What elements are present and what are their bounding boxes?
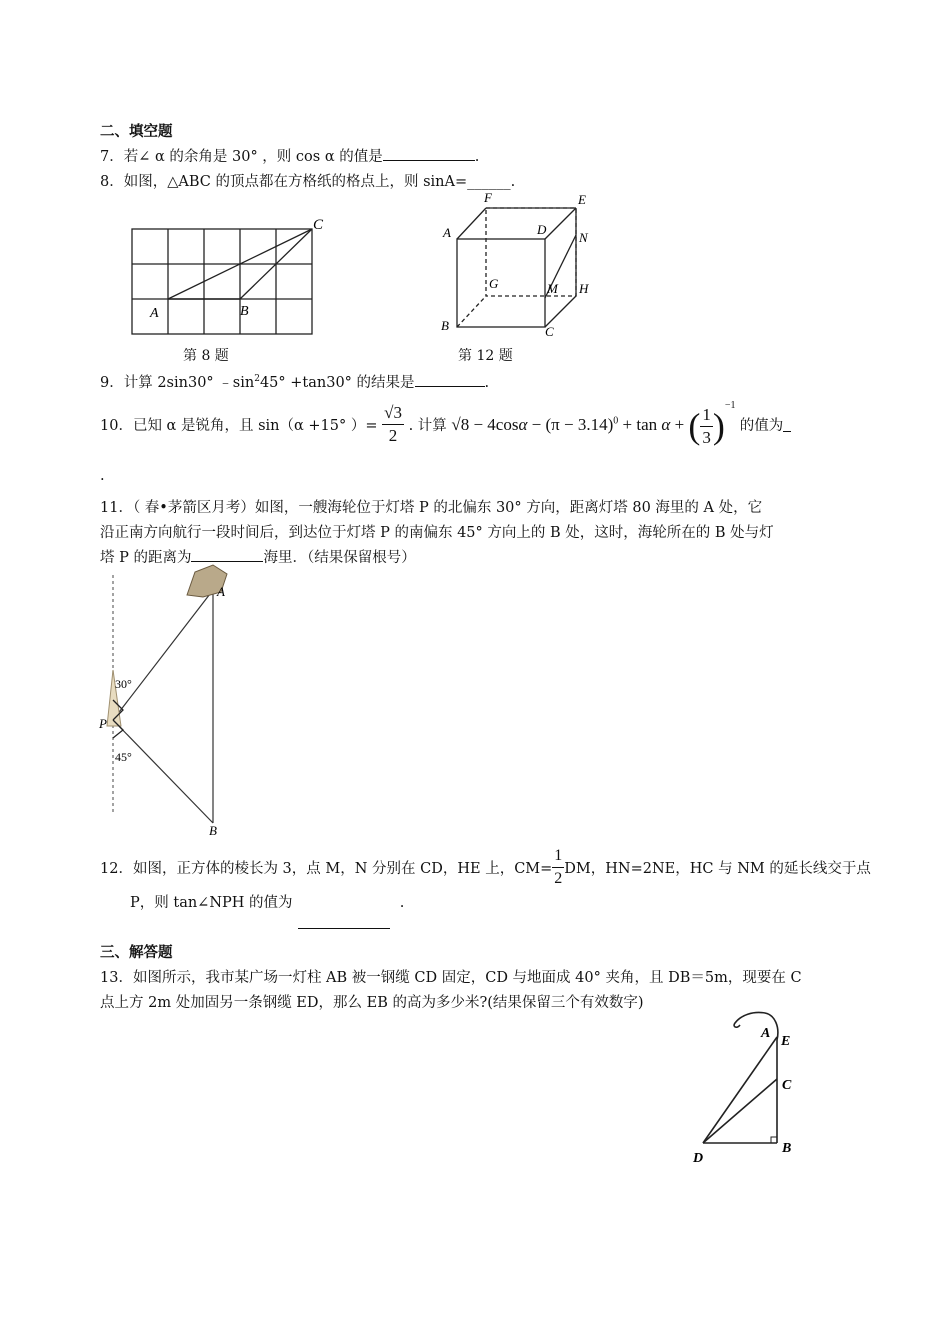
question-11-line2: 沿正南方向航行一段时间后，到达位于灯塔 P 的南偏东 45° 方向上的 B 处，这时，海轮所在的 B 处与灯 bbox=[100, 525, 774, 541]
frac-den-3: 3 bbox=[702, 427, 711, 447]
figure-12-caption: 第 12 题 bbox=[458, 348, 513, 364]
fig12-label-c: C bbox=[545, 324, 554, 338]
frac12-den: 2 bbox=[554, 870, 563, 887]
fig8-label-c: C bbox=[313, 217, 324, 233]
question-10-text: 10．已知 α 是锐角，且 sin（α +15° ）= bbox=[100, 417, 378, 434]
question-10-expression bbox=[451, 400, 739, 447]
expr-alpha: α bbox=[518, 415, 528, 434]
fraction-1-over-3 bbox=[700, 404, 713, 449]
fig12-label-n: N bbox=[579, 230, 588, 245]
fig12-label-d: D bbox=[537, 222, 547, 237]
question-12-line1 bbox=[100, 845, 871, 890]
fig12-label-b: B bbox=[441, 318, 449, 333]
fig11-label-p: P bbox=[99, 716, 107, 731]
fig13-label-a: A bbox=[761, 1026, 771, 1041]
question-12-line2 bbox=[130, 891, 404, 912]
fig11-label-a: A bbox=[217, 584, 225, 599]
left-paren: ( bbox=[688, 406, 701, 447]
fig12-label-a: A bbox=[443, 225, 451, 240]
expr-part-d: + bbox=[674, 415, 685, 434]
frac-den-2: 2 bbox=[388, 425, 398, 445]
question-7-text: 7．若∠ α 的余角是 30° ，则 cos α 的值是 bbox=[100, 149, 383, 165]
question-10-tail: 的值为 bbox=[739, 417, 784, 434]
fig11-angle-45: 45° bbox=[115, 750, 132, 764]
figure-11-lighthouse bbox=[95, 560, 255, 840]
section-heading-fill-blank: 二、填空题 bbox=[100, 124, 173, 140]
expr-alpha-2: α bbox=[661, 415, 671, 434]
figure-13-lamppost bbox=[685, 1005, 805, 1165]
figure-8-caption: 第 8 题 bbox=[183, 348, 229, 364]
answer-blank-8[interactable]: ______ bbox=[467, 174, 511, 190]
question-12-line2a: P，则 tan∠NPH 的值为 bbox=[130, 895, 293, 911]
answer-blank-7[interactable] bbox=[383, 146, 475, 161]
fig13-label-d: D bbox=[693, 1151, 704, 1165]
answer-blank-12[interactable] bbox=[298, 928, 390, 929]
question-10-calc: . 计算 bbox=[408, 417, 447, 434]
fig12-label-m: M bbox=[547, 281, 558, 296]
question-11-line1: 11．（ 春•茅箭区月考）如图，一艘海轮位于灯塔 P 的北偏东 30° 方向，距离灯塔 80 海里的 A 处，它 bbox=[100, 500, 763, 516]
question-13-line2: 点上方 2m 处加固另一条钢缆 ED，那么 EB 的高为多少米?(结果保留三个有效数字) bbox=[100, 995, 644, 1011]
fig12-label-g: G bbox=[489, 276, 499, 291]
question-8-text: 8．如图，△ABC 的顶点都在方格纸的格点上，则 sinA= bbox=[100, 174, 468, 190]
question-7-end: . bbox=[474, 149, 480, 165]
frac-num-1: 1 bbox=[700, 404, 713, 427]
question-11-line3a: 塔 P 的距离为 bbox=[100, 550, 192, 566]
figure-12-cube bbox=[435, 188, 605, 338]
question-11-line3b: 海里．（结果保留根号） bbox=[263, 550, 416, 566]
fig11-angle-30: 30° bbox=[115, 677, 132, 691]
question-9-sup: 2 bbox=[254, 374, 260, 385]
fraction-sqrt3-over-2 bbox=[382, 402, 404, 447]
answer-blank-10[interactable] bbox=[783, 417, 791, 432]
question-9-text2: 45° +tan30° 的结果是 bbox=[259, 375, 415, 391]
answer-blank-9[interactable] bbox=[415, 372, 485, 387]
question-9 bbox=[100, 371, 489, 392]
expr-part-b: − (π − 3.14) bbox=[531, 415, 614, 434]
question-9-end: . bbox=[484, 375, 490, 391]
fig8-label-b: B bbox=[240, 304, 249, 319]
question-8-end: . bbox=[510, 174, 516, 190]
fig13-label-c: C bbox=[782, 1078, 792, 1093]
fig12-label-e: E bbox=[578, 192, 586, 207]
frac-num-sqrt3: √3 bbox=[382, 402, 404, 425]
figure-8-grid bbox=[125, 212, 330, 342]
question-7 bbox=[100, 145, 479, 166]
fig11-label-b: B bbox=[209, 823, 217, 838]
right-paren: ) bbox=[712, 406, 725, 447]
question-12-line1b: DM，HN=2NE，HC 与 NM 的延长线交于点 bbox=[564, 861, 871, 877]
fig12-label-h: H bbox=[579, 281, 589, 296]
question-13-line1: 13．如图所示，我市某广场一灯柱 AB 被一钢缆 CD 固定，CD 与地面成 40° 夹角，且 DB＝5m，现要在 C bbox=[100, 970, 802, 986]
frac12-num: 1 bbox=[552, 845, 564, 868]
fig12-label-f: F bbox=[484, 190, 492, 205]
expr-part-c: + tan bbox=[622, 415, 658, 434]
question-10 bbox=[100, 400, 791, 449]
section-heading-solve: 三、解答题 bbox=[100, 945, 173, 961]
question-10-dot: . bbox=[100, 468, 105, 484]
expr-exp-neg1: −1 bbox=[724, 400, 736, 411]
expr-exp0: 0 bbox=[613, 415, 619, 427]
question-12-line1a: 12．如图，正方体的棱长为 3，点 M，N 分别在 CD，HE 上，CM= bbox=[100, 861, 553, 877]
expr-part-a: √8 − 4cos bbox=[451, 415, 519, 434]
fig8-label-a: A bbox=[150, 306, 159, 321]
question-9-text: 9．计算 2sin30° ﹣sin bbox=[100, 375, 255, 391]
fig13-label-e: E bbox=[781, 1034, 791, 1049]
fraction-1-over-2 bbox=[552, 845, 564, 890]
fig13-label-b: B bbox=[782, 1141, 792, 1156]
question-12-end: . bbox=[399, 895, 405, 911]
